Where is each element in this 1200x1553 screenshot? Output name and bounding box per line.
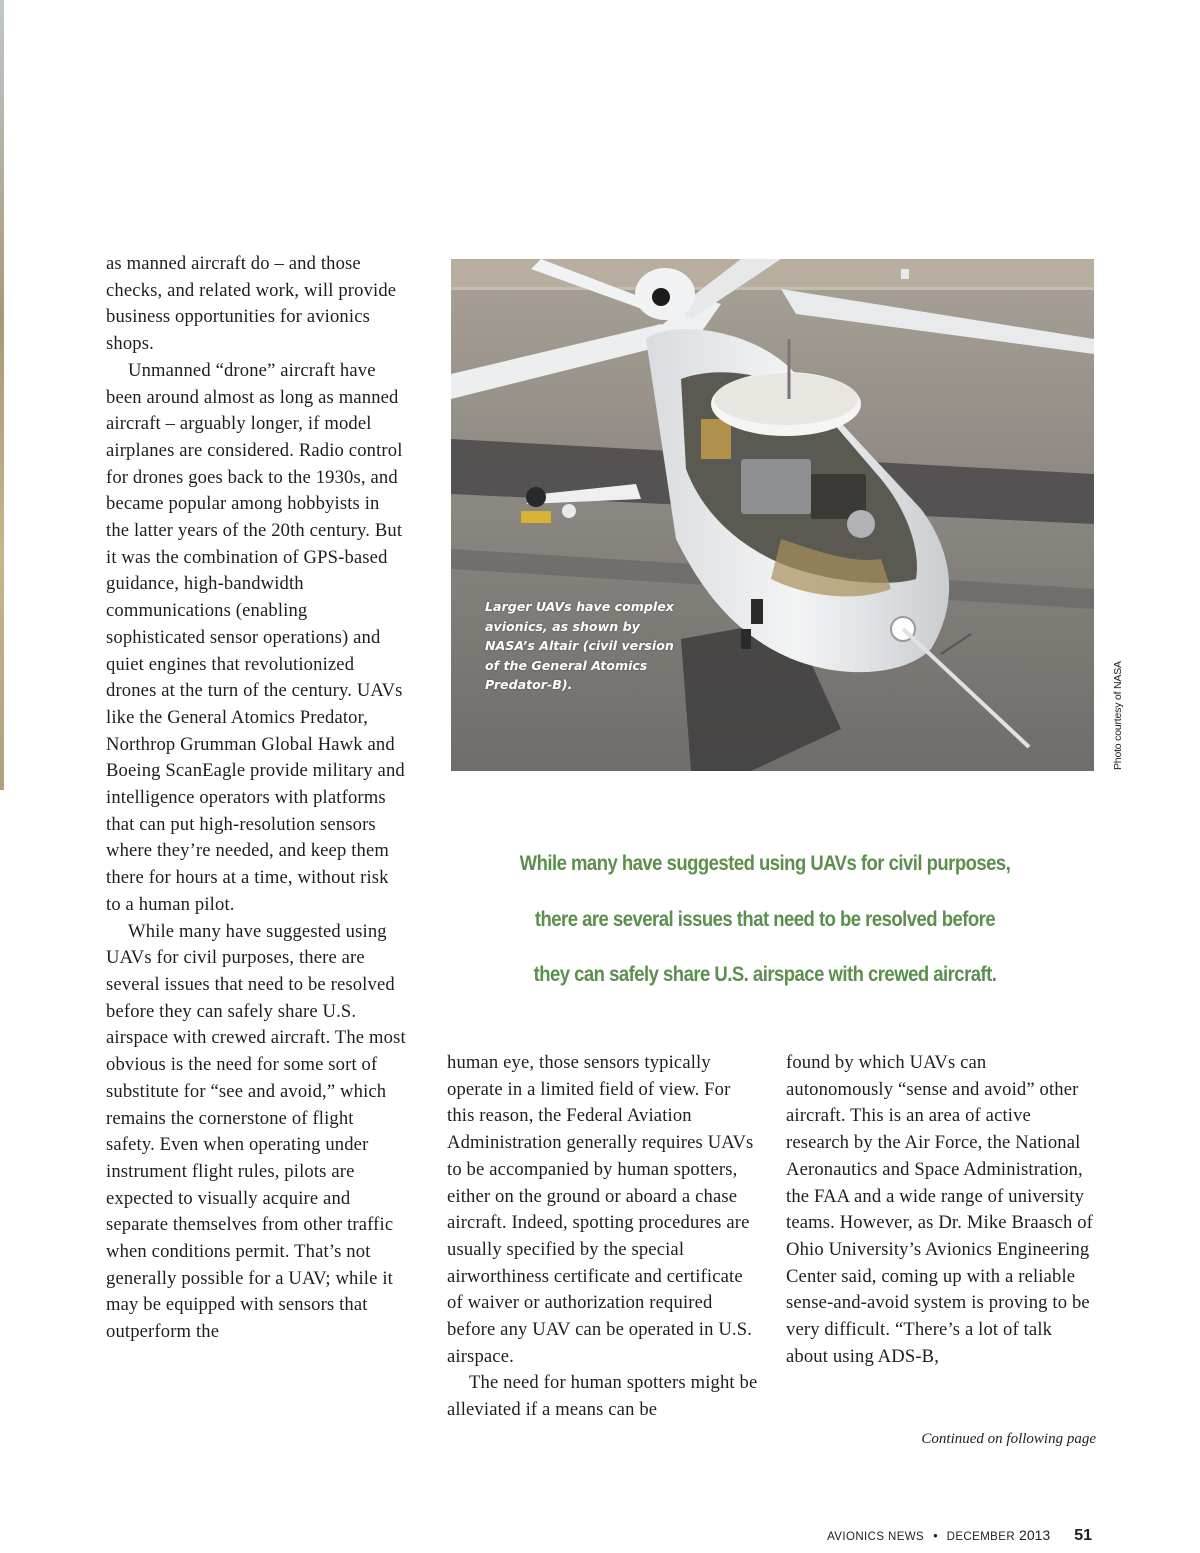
body-column-2 [447,1050,759,1424]
paragraph: as manned aircraft do – and those checks, and related work, will provide business opportunities for avionics shops. [106,253,397,355]
issue-month: DECEMBER [946,1531,1016,1543]
publication-name: AVIONICS NEWS [827,1531,925,1543]
pull-quote-line: While many have suggested using UAVs for civil purposes, [519,851,1011,875]
issue-year: 2013 [1019,1527,1051,1543]
footer-separator: • [933,1528,938,1543]
paragraph: human eye, those sensors typically operate in a limited field of view. For this reason, the Federal Aviation Administration generally requires UAVs to be accompanied by human spotters, either on the ground or aboard a chase aircraft. Indeed, spotting procedures are usually specified by the special airworthiness certificate and certificate of waiver or authorization required before any UAV can be operated in U.S. airspace. [447,1052,754,1367]
photo-caption: Larger UAVs have complex avionics, as shown by NASA’s Altair (civil version of the General Atomics Predator-B). [485,599,674,692]
pull-quote [470,838,1060,1005]
body-column-3 [786,1050,1096,1370]
page-footer [827,1527,1092,1545]
pull-quote-line: there are several issues that need to be resolved before [534,906,996,931]
pull-quote-line: they can safely share U.S. airspace with crewed aircraft. [533,962,997,986]
body-column-1 [106,251,406,1346]
adjacent-page-edge [0,0,4,790]
paragraph: While many have suggested using UAVs for civil purposes, there are several issues that need to be resolved before they can safely share U.S. airspace with crewed aircraft. The most obvious is the need for some sort of substitute for “see and avoid,” which remains the cornerstone of flight safety. Even when operating under instrument flight rules, pilots are expected to visually acquire and separate themselves from other traffic when conditions permit. That’s not generally possible for a UAV; while it may be equipped with sensors that outperform the [106,920,406,1343]
paragraph: found by which UAVs can autonomously “sense and avoid” other aircraft. This is an area of active research by the Air Force, the National Aeronautics and Space Administration, the FAA and a wide range of university teams. However, as Dr. Mike Braasch of Ohio University’s Avionics Engineering Center said, coming up with a reliable sense-and-avoid system is proving to be very difficult. “There’s a lot of talk about using ADS-B, [786,1052,1094,1367]
continued-note: Continued on following page [921,1431,1096,1447]
page-number: 51 [1074,1527,1092,1544]
paragraph: Unmanned “drone” aircraft have been around almost as long as manned aircraft – arguably longer, if model airplanes are considered. Radio control for drones goes back to the 1930s, and became popular among hobbyists in the latter years of the 20th century. But it was the combination of GPS-based guidance, high-bandwidth communications (enabling sophisticated sensor operations) and quiet engines that revolutionized drones at the turn of the century. UAVs like the General Atomics Predator, Northrop Grumman Global Hawk and Boeing ScanEagle provide military and intelligence operators with platforms that can put high-resolution sensors where they’re needed, and keep them there for hours at a time, without risk to a human pilot. [106,359,405,915]
paragraph: The need for human spotters might be alleviated if a means can be [447,1372,758,1421]
photo-credit: Photo courtesy of NASA [1112,661,1124,770]
